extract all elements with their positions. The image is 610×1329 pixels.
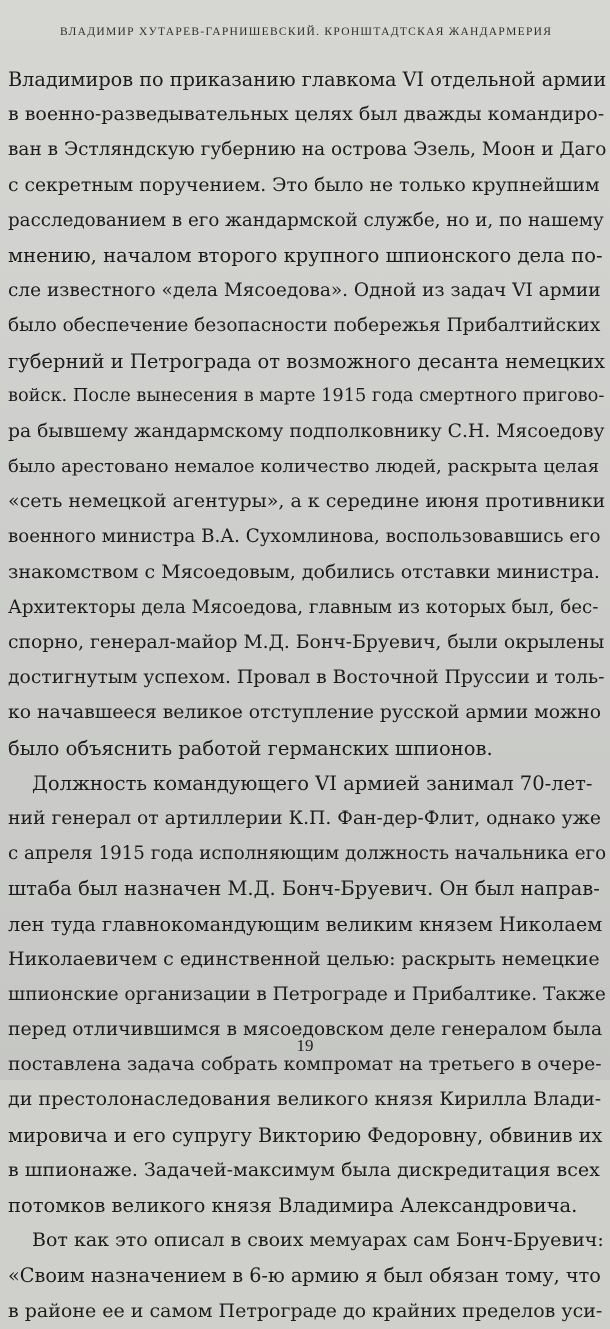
text-line: Владимиров по приказанию главкома VI отдельной армии (8, 68, 607, 91)
text-line: «сеть немецкой агентуры», а к середине июня противники (8, 490, 606, 513)
text-line: губерний и Петрограда от возможного десанта немецких (8, 349, 606, 373)
text-line: Архитекторы дела Мясоедова, главным из которых был, бес- (8, 596, 599, 618)
text-line: ван в Эстляндскую губернию на острова Эзель, Моон и Даго (8, 139, 607, 161)
text-line: военного министра В.А. Сухомлинова, воспользовавшись его (8, 526, 601, 548)
page-number: 19 (296, 1036, 314, 1055)
text-line: ний генерал от артиллерии К.П. Фан-дер-Флит, однако уже (8, 807, 601, 829)
text-line: мировича и его супругу Викторию Федоровну, обвинив их (8, 1123, 603, 1147)
text-line: достигнутым успехом. Провал в Восточной Пруссии и толь- (8, 667, 605, 689)
text-line: мнению, началом второго крупного шпионского дела по- (8, 243, 603, 267)
text-line: ко начавшееся великое отступление русской армии можно (8, 702, 602, 724)
paragraph-first-line: Должность командующего VI армией занимал 70-лет- (32, 771, 593, 795)
text-line: расследованием в его жандармской службе, но и, по нашему (8, 209, 604, 231)
text-line: Николаевичем с единственной целью: раскрыть немецкие (8, 947, 600, 970)
text-line: было арестовано немалое количество людей, раскрыта целая (8, 456, 600, 478)
text-line: с апреля 1915 года исполняющим должность начальника его (8, 843, 607, 865)
text-line: лен туда главнокомандующим великим князем Николаем (8, 912, 603, 936)
text-line: штаба был назначен М.Д. Бонч-Бруевич. Он был направ- (8, 877, 600, 901)
paragraph-first-line: Вот как это описал в своих мемуарах сам Бонч-Бруевич: (32, 1229, 604, 1252)
text-line: было объяснить работой германских шпионов. (8, 736, 493, 760)
body-text (8, 62, 606, 1329)
text-line: знакомством с Мясоедовым, добились отставки министра. (8, 560, 600, 583)
text-line: спорно, генерал-майор М.Д. Бонч-Бруевич, были окрылены (8, 632, 605, 653)
text-line: в шпионаже. Задачей-максимум была дискредитация всех (8, 1158, 600, 1181)
text-line: «Своим назначением в 6-ю армию я был обязан тому, что (8, 1264, 601, 1288)
text-line: с секретным поручением. Это было не только крупнейшим (8, 174, 600, 196)
text-line: поставлена задача собрать компромат на третьего в очере- (8, 1054, 602, 1076)
text-line: потомков великого князя Владимира Александровича. (8, 1194, 578, 1217)
text-line: в военно-разведывательных целях был дважды командиро- (8, 103, 605, 126)
text-line: в районе ее и самом Петрограде до крайних пределов уси- (8, 1299, 603, 1322)
text-line: ди престолонаследования великого князя Кирилла Влади- (8, 1088, 602, 1111)
text-line: ра бывшему жандармскому подполковнику С.Н. Мясоедову (8, 420, 605, 442)
running-header: ВЛАДИМИР ХУТАРЕВ-ГАРНИШЕВСКИЙ. КРОНШТАДТСКАЯ ЖАНДАРМЕРИЯ (60, 26, 553, 38)
text-line: войск. После вынесения в марте 1915 года смертного пригово- (8, 385, 605, 406)
text-line: шпионские организации в Петрограде и Прибалтике. Также (8, 983, 606, 1005)
text-line: перед отличившимся в мясоедовском деле генералом была (8, 1019, 603, 1041)
text-line: сле известного «дела Мясоедова». Одной из задач VI армии (8, 280, 601, 302)
text-line: было обеспечение безопасности побережья Прибалтийских (8, 315, 601, 337)
